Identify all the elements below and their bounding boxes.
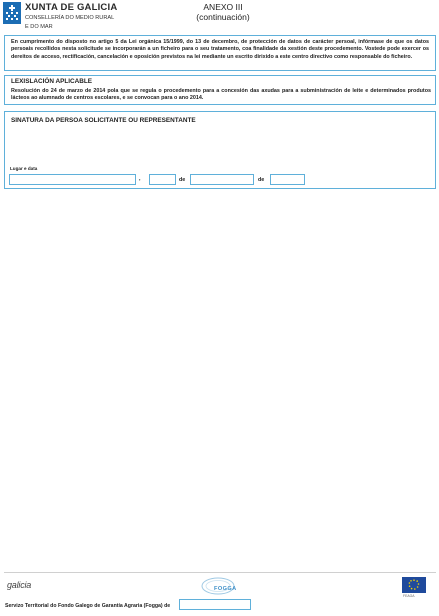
footer-divider (4, 572, 436, 573)
eu-caption: FEAGA (403, 594, 415, 598)
legislation-box (4, 75, 436, 105)
org-name: XUNTA DE GALICIA (25, 2, 118, 13)
year-field[interactable] (270, 174, 305, 185)
legislation-title: LEXISLACIÓN APLICABLE (11, 78, 93, 85)
org-department-line2: E DO MAR (25, 23, 53, 30)
annex-heading (188, 3, 258, 22)
annex-title: ANEXO III (203, 2, 243, 12)
organization-block (25, 2, 117, 30)
eu-flag-icon (402, 577, 426, 593)
comma-separator: , (139, 176, 141, 182)
galicia-logo-icon: galicia (7, 580, 32, 590)
de-label-2: de (258, 177, 265, 183)
month-field[interactable] (190, 174, 254, 185)
signature-title: SINATURA DA PERSOA SOLICITANTE OU REPRESENTANTE (11, 117, 196, 124)
place-field[interactable] (9, 174, 136, 185)
legislation-text: Resolución do 24 de marzo de 2014 pola que se regula o procedemento para a concesión das axudas para a subministración de leite e determinados produtos lácteos ao alumnado de centros escolares, e se convocan para o ano 2014. (11, 88, 431, 102)
privacy-notice-box (4, 35, 436, 71)
xunta-shield-icon (3, 2, 21, 24)
annex-subtitle: (continuación) (196, 11, 250, 22)
privacy-notice-text: En cumprimento do disposto no artigo 5 da Lei orgánica 15/1999, do 13 de decembro, de protección de datos de carácter persoal, infórmase de que os datos persoais recollidos nesta solicitude se incorporarán a un ficheiro para o seu tratamento, coa finalidade da xestión deste procedemento. Vostede pode exercer os dereitos de acceso, rectificación, cancelación e oposición previstos na lei mediante un escrito dirixido a este centro directivo como responsable do ficheiro. (11, 39, 429, 60)
fogga-logo-text: FOGGA (214, 586, 237, 592)
de-label-1: de (179, 177, 186, 183)
day-field[interactable] (149, 174, 176, 185)
service-territorial-field[interactable] (179, 599, 251, 610)
org-department-line1: CONSELLERÍA DO MEDIO RURAL (25, 15, 115, 21)
place-date-label: Lugar e data (10, 166, 38, 171)
service-territorial-label: Servizo Territorial do Fondo Galego de Garantía Agraria (Fogga) de (5, 603, 171, 609)
